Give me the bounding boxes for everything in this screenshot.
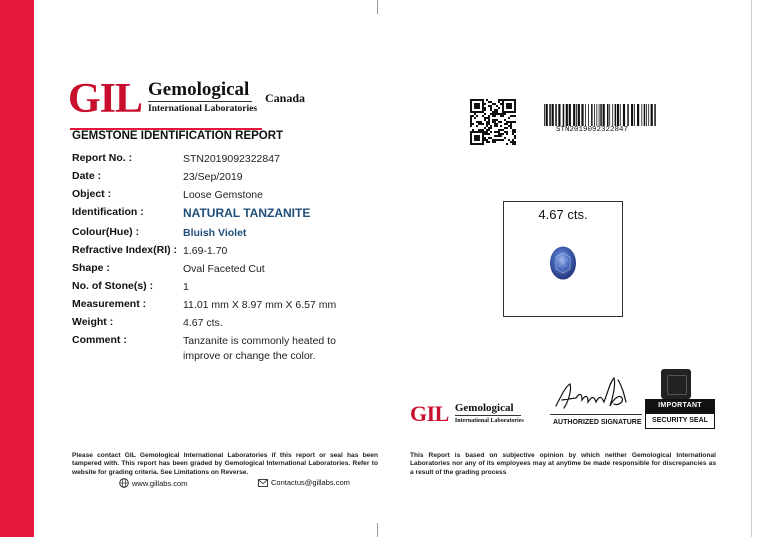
report-title: GEMSTONE IDENTIFICATION REPORT [72,130,284,142]
right-edge-line [751,0,752,537]
barcode-text: STN2019092322847 [556,126,629,134]
field-refractive-index [72,244,373,259]
field-weight [72,316,373,331]
website-link[interactable]: www.gillabs.com [132,478,188,488]
field-value: Loose Gemstone [183,189,263,201]
field-label: Date : [72,170,102,182]
field-label: Measurement : [72,298,147,310]
field-value: 1.69-1.70 [183,245,228,257]
field-value: 1 [183,281,189,293]
top-fold-mark [377,0,378,14]
field-label: Object : [72,188,112,200]
field-colour [72,226,373,241]
field-label: Weight : [72,316,114,328]
security-seal-label: SECURITY SEAL [645,413,715,429]
footer-logo-name-line1: Gemological [454,402,514,414]
qr-code-icon [470,99,516,145]
authorized-signature-image [552,372,636,416]
field-identification [72,206,373,221]
field-value: Oval Faceted Cut [183,263,265,275]
field-measurement [72,298,373,313]
security-seal-hologram [661,369,691,399]
footer-logo-names [455,403,524,424]
field-value: Tanzanite is commonly heated to improve or change the color. [183,335,336,362]
field-comment [72,334,353,364]
field-label: Comment : [72,334,127,346]
logo-country: Canada [265,91,306,105]
field-value: 23/Sep/2019 [183,171,243,183]
field-label: Refractive Index(RI) : [72,244,178,256]
email-link[interactable]: Contactus@gillabs.com [271,478,350,487]
stone-weight: 4.67 cts. [538,207,588,222]
website-contact[interactable] [119,478,187,488]
globe-icon [119,478,129,488]
field-label: Shape : [72,262,110,274]
footer-right-disclaimer: This Report is based on subjective opinion by which neither Gemological International Laboratories nor any of its employees may at anytime be made responsible for discrepancies as a result of the grading process [410,452,716,476]
field-label: Identification : [72,206,144,218]
bottom-fold-mark [377,523,378,537]
footer-gil-logo [410,403,524,425]
field-stone-count [72,280,373,295]
signature-label: AUTHORIZED SIGNATURE [553,419,642,426]
footer-logo-rule [455,415,521,416]
footer-logo-name-line2: International Laboratories [454,418,524,424]
envelope-icon [258,479,268,487]
email-contact[interactable] [258,478,350,487]
field-value: Bluish Violet [183,227,247,239]
field-label: Report No. : [72,152,133,164]
field-value: NATURAL TANZANITE [183,206,311,220]
tanzanite-stone-image [548,245,578,281]
field-date [72,170,373,185]
logo-name-line2: International Laboratories [148,104,258,114]
field-value: 11.01 mm X 8.97 mm X 6.57 mm [183,299,337,311]
logo-names [148,80,257,115]
field-value: 4.67 cts. [183,317,223,329]
logo-mark: GIL [68,76,143,122]
field-label: No. of Stone(s) : [72,280,154,292]
logo-name-line1: Gemological [148,79,250,100]
signature-line [550,414,642,415]
field-value: STN2019092322847 [183,153,280,165]
field-object [72,188,373,203]
field-label: Colour(Hue) : [72,226,140,238]
footer-logo-mark: GIL [410,401,449,426]
field-shape [72,262,373,277]
logo-rule [148,101,252,102]
field-report-no [72,152,373,167]
seal-important-label: IMPORTANT [645,399,715,413]
footer-left-disclaimer: Please contact GIL Gemological International Laboratories if this report or seal has been tampered with. This report has been graded by Gemological International Laboratories. Refer to website for grading criteria. See Limitations on Reverse. [72,452,378,476]
red-side-band [0,0,34,537]
barcode-icon [544,104,656,126]
gil-logo [68,78,305,120]
